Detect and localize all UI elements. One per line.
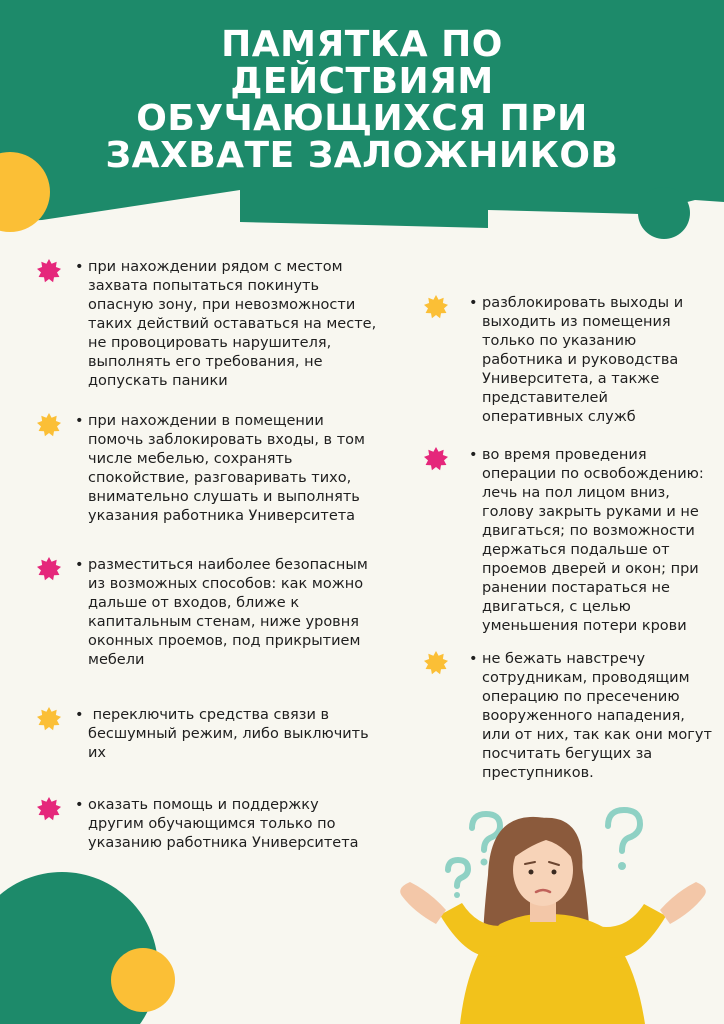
item-text: • при нахождении в помещении помочь заблокировать входы, в том числе мебелью, сохранять спокойствие, разговаривать тихо, внимательно слушать и выполнять указания работника Университета [88,412,365,526]
yellow-burst-icon [36,412,62,438]
item-text: • не бежать навстречу сотрудникам, проводящим операцию по пресечению вооруженного нападения, или от них, так как они могут посчитать бегущих за преступников. [482,650,712,783]
yellow-burst-icon [36,706,62,732]
title-line: ЗАХВАТЕ ЗАЛОЖНИКОВ [105,135,619,176]
title-line: ДЕЙСТВИЯМ [230,61,494,102]
pink-burst-icon [36,556,62,582]
item-text: • при нахождении рядом с местом захвата попытаться покинуть опасную зону, при невозможности таких действий оставаться на месте, не провоцировать нарушителя, выполнять его требования, не допускать паники [88,258,376,391]
yellow-burst-icon [423,650,449,676]
yellow-circle-bottom-left [111,948,175,1012]
yellow-burst-icon [423,294,449,320]
green-circle-top-right [638,187,690,239]
item-text: • во время проведения операции по освобождению: лечь на пол лицом вниз, голову закрыть руками и не двигаться; по возможности держаться подальше от проемов дверей и окон; при ранении постараться не двигаться, с целью уменьшения потери крови [482,446,704,636]
title-line: ОБУЧАЮЩИХСЯ ПРИ [136,98,588,139]
pink-burst-icon [423,446,449,472]
pink-burst-icon [36,796,62,822]
item-text: • переключить средства связи в бесшумный режим, либо выключить их [88,706,369,763]
pink-burst-icon [36,258,62,284]
item-text: • разблокировать выходы и выходить из помещения только по указанию работника и руководства Университета, а также представителей оперативных служб [482,294,683,427]
page-title [90,26,634,174]
title-line: ПАМЯТКА ПО [221,24,503,65]
item-text: • разместиться наиболее безопасным из возможных способов: как можно дальше от входов, ближе к капитальным стенам, ниже уровня оконных проемов, под прикрытием мебели [88,556,368,670]
item-text: • оказать помощь и поддержку другим обучающимся только по указанию работника Университета [88,796,359,853]
confused-woman-illustration [380,800,724,1024]
